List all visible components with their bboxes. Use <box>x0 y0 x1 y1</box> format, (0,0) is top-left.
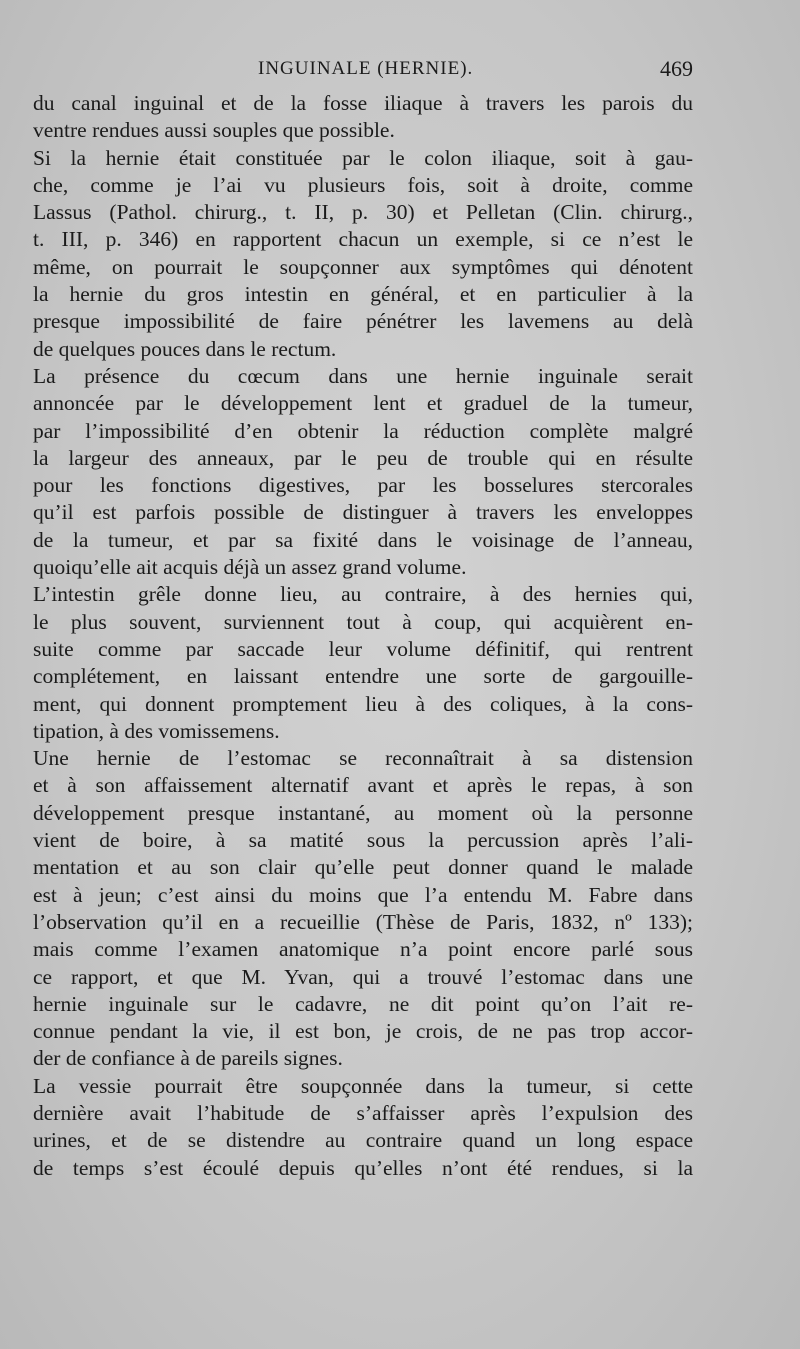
text-line: quoiqu’elle ait acquis déjà un assez grand volume. <box>33 555 467 580</box>
text-line: de la tumeur, et par sa fixité dans le voisinage de l’anneau, <box>33 527 693 552</box>
text-line: Lassus (Pathol. chirurg., t. II, p. 30) et Pelletan (Clin. chirurg., <box>33 200 693 225</box>
text-line: même, on pourrait le soupçonner aux symptômes qui dénotent <box>33 254 693 279</box>
text-line: mentation et au son clair qu’elle peut donner quand le malade <box>33 855 693 880</box>
text-line: l’observation qu’il en a recueillie (Thèse de Paris, 1832, nº 133); <box>33 909 693 934</box>
text-line: le plus souvent, surviennent tout à coup, qui acquièrent en- <box>33 609 693 634</box>
text-line: tipation, à des vomissemens. <box>33 718 280 743</box>
text-line: de quelques pouces dans le rectum. <box>33 336 337 361</box>
text-line: la largeur des anneaux, par le peu de trouble qui en résulte <box>33 445 693 470</box>
text-line: ventre rendues aussi souples que possible. <box>33 118 395 143</box>
text-line: annoncée par le développement lent et graduel de la tumeur, <box>33 391 693 416</box>
text-line: qu’il est parfois possible de distinguer à travers les enveloppes <box>33 500 693 525</box>
text-line: mais comme l’examen anatomique n’a point encore parlé sous <box>33 937 693 962</box>
text-line: et à son affaissement alternatif avant et après le repas, à son <box>33 773 693 798</box>
text-line: La présence du cœcum dans une hernie inguinale serait <box>33 363 693 388</box>
text-line: che, comme je l’ai vu plusieurs fois, soit à droite, comme <box>33 172 693 197</box>
text-line: der de confiance à de pareils signes. <box>33 1046 343 1071</box>
body-text <box>33 90 693 1182</box>
text-line: hernie inguinale sur le cadavre, ne dit point qu’on l’ait re- <box>33 991 693 1016</box>
text-line: complétement, en laissant entendre une sorte de gargouille- <box>33 664 693 689</box>
text-line: ce rapport, et que M. Yvan, qui a trouvé l’estomac dans une <box>33 964 693 989</box>
text-line: développement presque instantané, au moment où la personne <box>33 800 693 825</box>
running-head: INGUINALE (HERNIE). <box>258 58 474 79</box>
text-line: pour les fonctions digestives, par les bosselures stercorales <box>33 473 693 498</box>
text-line: vient de boire, à sa matité sous la percussion après l’ali- <box>33 828 693 853</box>
page-number: 469 <box>660 56 693 81</box>
text-line: ment, qui donnent promptement lieu à des coliques, à la cons- <box>33 691 693 716</box>
text-line: par l’impossibilité d’en obtenir la réduction complète malgré <box>33 418 693 443</box>
text-line: Une hernie de l’estomac se reconnaîtrait à sa distension <box>33 746 693 771</box>
text-line: dernière avait l’habitude de s’affaisser après l’expulsion des <box>33 1100 693 1125</box>
text-line: presque impossibilité de faire pénétrer les lavemens au delà <box>33 309 693 334</box>
text-line: est à jeun; c’est ainsi du moins que l’a entendu M. Fabre dans <box>33 882 693 907</box>
page-header <box>33 58 693 88</box>
text-line: suite comme par saccade leur volume définitif, qui rentrent <box>33 636 693 661</box>
text-line: Si la hernie était constituée par le colon iliaque, soit à gau- <box>33 145 693 170</box>
text-line: connue pendant la vie, il est bon, je crois, de ne pas trop accor- <box>33 1019 693 1044</box>
text-line: t. III, p. 346) en rapportent chacun un exemple, si ce n’est le <box>33 227 693 252</box>
text-line: La vessie pourrait être soupçonnée dans la tumeur, si cette <box>33 1073 693 1098</box>
text-line: de temps s’est écoulé depuis qu’elles n’ont été rendues, si la <box>33 1155 693 1180</box>
text-line: urines, et de se distendre au contraire quand un long espace <box>33 1128 693 1153</box>
text-line: du canal inguinal et de la fosse iliaque à travers les parois du <box>33 91 693 115</box>
text-line: la hernie du gros intestin en général, et en particulier à la <box>33 282 693 307</box>
text-line: L’intestin grêle donne lieu, au contraire, à des hernies qui, <box>33 582 693 607</box>
